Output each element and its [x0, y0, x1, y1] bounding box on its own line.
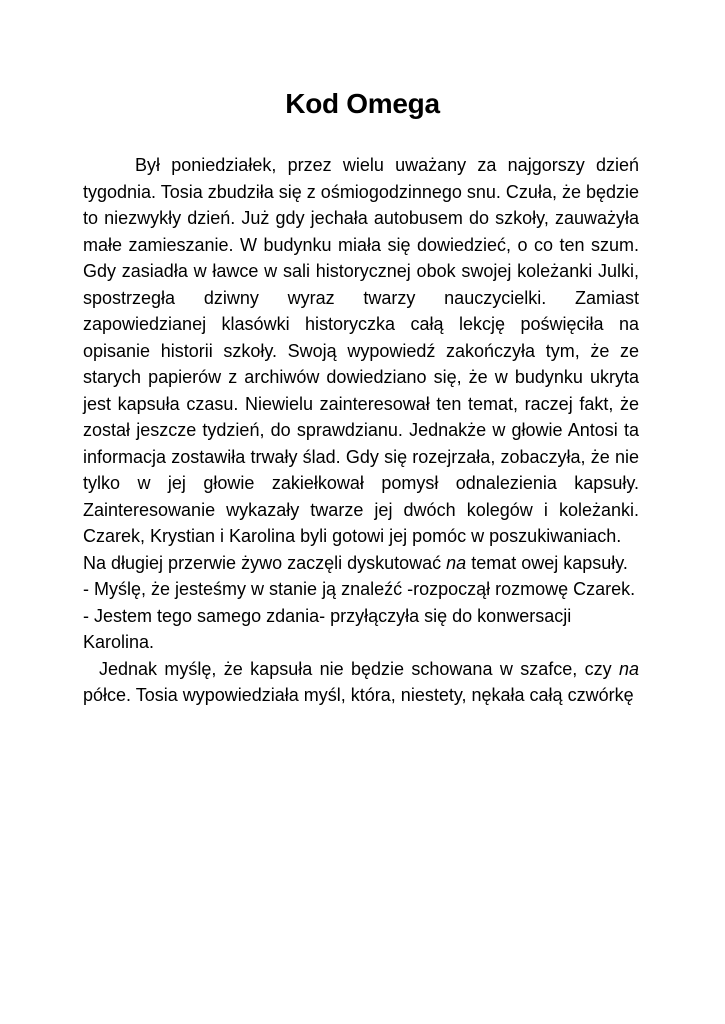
paragraph-3	[83, 656, 639, 709]
paragraph-3-italic-word: na	[618, 658, 639, 679]
paragraph-1: Był poniedziałek, przez wielu uważany za najgorszy dzień tygodnia. Tosia zbudziła się z ośmiogodzinnego snu. Czuła, że będzie to niezwykły dzień. Już gdy jechała autobusem do szkoły, zauważyła małe zamieszanie. W budynku miała się dowiedzieć, o co ten szum. Gdy zasiadła w ławce w sali historycznej obok swojej koleżanki Julki, spostrzegła dziwny wyraz twarzy nauczycielki. Zamiast zapowiedzianej klasówki historyczka całą lekcję poświęciła na opisanie historii szkoły. Swoją wypowiedź zakończyła tym, że ze starych papierów z archiwów dowiedziano się, że w budynku ukryta jest kapsuła czasu. Niewielu zainteresował ten temat, raczej fakt, że został jeszcze tydzień, do sprawdzianu. Jednakże w głowie Antosi ta informacja zostawiła trwały ślad. Gdy się rozejrzała, zobaczyła, że nie tylko w jej głowie zakiełkował pomysł odnalezienia kapsuły. Zainteresowanie wykazały twarze jej dwóch kolegów i koleżanki. Czarek, Krystian i Karolina byli gotowi jej pomóc w poszukiwaniach.	[83, 155, 640, 546]
dialog-line-2: - Jestem tego samego zdania- przyłączyła się do konwersacji Karolina.	[83, 605, 572, 652]
paragraph-3-text-end: półce. Tosia wypowiedziała myśl, która, niestety, nękała całą czwórkę	[83, 685, 634, 705]
paragraph-2-text-start: Na długiej przerwie żywo zaczęli dyskutować	[83, 552, 447, 573]
document-title: Kod Omega	[285, 88, 440, 119]
document-body	[83, 152, 639, 709]
paragraph-2-text-end: temat owej kapsuły.	[466, 552, 628, 573]
dialog-line-1: - Myślę, że jesteśmy w stanie ją znaleźć -rozpoczął rozmowę Czarek.	[83, 579, 636, 599]
paragraph-3-text-start: Jednak myślę, że kapsuła nie będzie schowana w szafce, czy	[99, 658, 619, 679]
paragraph-2	[83, 550, 639, 577]
paragraph-2-italic-word: na	[446, 552, 467, 573]
